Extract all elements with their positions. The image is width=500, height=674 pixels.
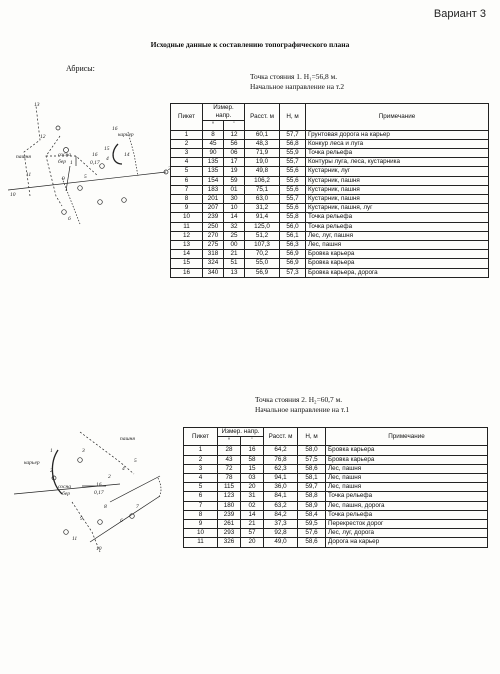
station1-cell-height: 55,6 <box>280 176 306 185</box>
station2-cell-min: 21 <box>241 520 264 529</box>
table-row <box>171 268 489 277</box>
sketch1-sosna: сосна <box>58 152 71 158</box>
sketch2-sosna: сосна <box>58 484 71 490</box>
station2-cell-note: Точка рельефа <box>326 492 488 501</box>
sketch2-label-8: 8 <box>104 504 107 510</box>
station2-cell-distance: 84,1 <box>264 492 298 501</box>
station1-cell-piket: 5 <box>171 167 203 176</box>
station1-cell-piket: 14 <box>171 250 203 259</box>
station1-cell-height: 55,6 <box>280 185 306 194</box>
station1-cell-height: 56,9 <box>280 250 306 259</box>
station2-cell-deg: 180 <box>218 501 241 510</box>
abris-sketch-2 <box>10 422 180 562</box>
sketch1-label-15: 15 <box>104 146 110 152</box>
station2-cell-note: Лес, пашня, дорога <box>326 501 488 510</box>
sketch1-label-6: 6 <box>68 216 71 222</box>
station2-cell-piket: 1 <box>184 446 218 455</box>
station2-header-deg: ° <box>218 437 241 446</box>
station2-cell-height: 58,8 <box>298 492 326 501</box>
station1-cell-distance: 91,4 <box>245 213 280 222</box>
sketch2-label-5: 5 <box>134 458 137 464</box>
station1-cell-min: 00 <box>224 241 245 250</box>
station1-cell-distance: 19,0 <box>245 158 280 167</box>
station2-cell-distance: 76,8 <box>264 455 298 464</box>
station1-cell-height: 56,0 <box>280 222 306 231</box>
sketch2-label-2: 2 <box>50 468 53 474</box>
station1-cell-distance: 75,1 <box>245 185 280 194</box>
station2-cell-piket: 5 <box>184 483 218 492</box>
table-row <box>184 501 488 510</box>
station2-cell-min: 03 <box>241 474 264 483</box>
sketch2-label-1: 1 <box>50 448 53 454</box>
station1-cell-min: 32 <box>224 222 245 231</box>
station2-cell-deg: 72 <box>218 464 241 473</box>
station2-cell-distance: 63,2 <box>264 501 298 510</box>
sketch2-label-4: 4 <box>122 466 125 472</box>
station2-cell-deg: 261 <box>218 520 241 529</box>
station1-cell-deg: 250 <box>203 222 224 231</box>
station1-cell-note: Кустарник, пашня <box>306 176 489 185</box>
station2-cell-height: 58,4 <box>298 510 326 519</box>
station1-cell-deg: 275 <box>203 241 224 250</box>
sketch2-label-st2: 2 <box>108 474 111 480</box>
station1-cell-min: 10 <box>224 204 245 213</box>
station1-cell-deg: 239 <box>203 213 224 222</box>
table-row <box>171 158 489 167</box>
station1-cell-min: 06 <box>224 149 245 158</box>
station1-cell-note: Контуры луга, леса, кустарника <box>306 158 489 167</box>
station2-cell-deg: 43 <box>218 455 241 464</box>
station1-cell-distance: 51,2 <box>245 231 280 240</box>
station2-cell-piket: 7 <box>184 501 218 510</box>
station2-header-min: ' <box>241 437 264 446</box>
sketch2-ber: бер <box>62 491 70 497</box>
table-row <box>184 538 488 547</box>
station1-cell-note: Лес, пашня <box>306 241 489 250</box>
station2-cell-distance: 36,0 <box>264 483 298 492</box>
table-row <box>184 464 488 473</box>
table-row <box>171 195 489 204</box>
station2-cell-note: Точка рельефа <box>326 510 488 519</box>
station1-header-h: H, м <box>280 104 306 131</box>
station1-cell-min: 56 <box>224 139 245 148</box>
station1-cell-piket: 6 <box>171 176 203 185</box>
table-row <box>184 446 488 455</box>
station1-cell-note: Грунтовая дорога на карьер <box>306 130 489 139</box>
table-row <box>184 510 488 519</box>
station1-heading <box>250 72 344 92</box>
station2-cell-distance: 49,0 <box>264 538 298 547</box>
station2-cell-height: 58,6 <box>298 464 326 473</box>
station1-cell-piket: 11 <box>171 222 203 231</box>
sketch1-label-12: 12 <box>40 134 46 140</box>
table-row <box>171 231 489 240</box>
table-row <box>171 213 489 222</box>
table-row <box>184 529 488 538</box>
station1-cell-min: 01 <box>224 185 245 194</box>
station2-cell-piket: 3 <box>184 464 218 473</box>
station1-cell-height: 56,3 <box>280 241 306 250</box>
station1-cell-note: Точка рельефа <box>306 222 489 231</box>
station2-cell-note: Бровка карьера <box>326 455 488 464</box>
station1-cell-piket: 4 <box>171 158 203 167</box>
station2-cell-height: 57,5 <box>298 455 326 464</box>
station1-cell-piket: 13 <box>171 241 203 250</box>
station2-cell-min: 15 <box>241 464 264 473</box>
station1-header-napr: Измер. напр. <box>203 104 245 121</box>
station1-cell-note: Кустарник, пашня, луг <box>306 204 489 213</box>
station1-line1: Точка стояния 1. H₁=56,8 м. <box>250 72 338 81</box>
station2-cell-min: 02 <box>241 501 264 510</box>
table-row <box>171 130 489 139</box>
station1-header-deg: ° <box>203 121 224 130</box>
station1-cell-distance: 48,3 <box>245 139 280 148</box>
station1-cell-distance: 63,0 <box>245 195 280 204</box>
station1-cell-distance: 56,9 <box>245 268 280 277</box>
table-row <box>171 204 489 213</box>
station2-line1: Точка стояния 2. H₂=60,7 м. <box>255 395 343 404</box>
sketch1-label-10: 10 <box>10 192 16 198</box>
sketch1-label-4: 4 <box>106 156 109 162</box>
station1-cell-deg: 90 <box>203 149 224 158</box>
sketch2-frac-bot: 0,17 <box>94 490 104 496</box>
station1-cell-min: 51 <box>224 259 245 268</box>
station2-cell-distance: 64,2 <box>264 446 298 455</box>
sketch2-label-11: 11 <box>72 536 78 542</box>
station1-cell-deg: 154 <box>203 176 224 185</box>
station1-header-rast: Расст. м <box>245 104 280 131</box>
station2-header-rast: Расст. м <box>264 428 298 446</box>
station1-cell-deg: 45 <box>203 139 224 148</box>
station2-header-h: H, м <box>298 428 326 446</box>
table-row <box>171 176 489 185</box>
station1-cell-deg: 324 <box>203 259 224 268</box>
table-row <box>171 241 489 250</box>
sketch1-ber: бер <box>58 159 66 165</box>
station2-cell-note: Дорога на карьер <box>326 538 488 547</box>
station1-cell-piket: 10 <box>171 213 203 222</box>
station2-cell-note: Лес, луг, дорога <box>326 529 488 538</box>
station1-cell-piket: 8 <box>171 195 203 204</box>
station1-cell-note: Бровка карьера, дорога <box>306 268 489 277</box>
station2-cell-piket: 11 <box>184 538 218 547</box>
sketch2-karer: карьер <box>24 460 40 466</box>
table-row <box>184 483 488 492</box>
station2-cell-note: Лес, пашня <box>326 474 488 483</box>
station2-cell-height: 57,6 <box>298 529 326 538</box>
sketch1-label-9: 9 <box>62 176 65 182</box>
station1-cell-min: 21 <box>224 250 245 259</box>
station2-cell-distance: 94,1 <box>264 474 298 483</box>
sketch2-label-9: 9 <box>80 516 83 522</box>
station1-line2: Начальное направление на т.2 <box>250 82 345 91</box>
sketch1-frac-bot: 0,17 <box>90 160 100 166</box>
station2-cell-deg: 78 <box>218 474 241 483</box>
station1-cell-distance: 49,8 <box>245 167 280 176</box>
station2-cell-height: 58,6 <box>298 538 326 547</box>
station2-cell-piket: 4 <box>184 474 218 483</box>
table-row <box>184 455 488 464</box>
station1-cell-min: 30 <box>224 195 245 204</box>
station2-table <box>183 427 488 548</box>
station1-cell-height: 55,7 <box>280 158 306 167</box>
station1-cell-height: 55,8 <box>280 213 306 222</box>
station2-cell-deg: 239 <box>218 510 241 519</box>
station2-cell-distance: 37,3 <box>264 520 298 529</box>
station2-line2: Начальное направление на т.1 <box>255 405 350 414</box>
station1-cell-deg: 318 <box>203 250 224 259</box>
station2-header-piket: Пикет <box>184 428 218 446</box>
station1-cell-deg: 8 <box>203 130 224 139</box>
station2-cell-min: 58 <box>241 455 264 464</box>
station2-cell-piket: 8 <box>184 510 218 519</box>
station2-table-body <box>184 446 488 547</box>
station1-cell-deg: 135 <box>203 167 224 176</box>
station1-cell-note: Лес, луг, пашня <box>306 231 489 240</box>
station2-cell-deg: 28 <box>218 446 241 455</box>
station2-cell-note: Лес, пашня <box>326 464 488 473</box>
table-row <box>171 185 489 194</box>
station2-cell-height: 59,5 <box>298 520 326 529</box>
variant-label: Вариант 3 <box>433 8 486 20</box>
table-row <box>184 520 488 529</box>
sketch1-label-16: 16 <box>112 126 118 132</box>
station2-header-napr: Измер. напр. <box>218 428 264 437</box>
station1-cell-distance: 107,3 <box>245 241 280 250</box>
sketch1-frac-top: 16 <box>92 152 98 158</box>
station2-cell-min: 20 <box>241 538 264 547</box>
station1-cell-height: 56,1 <box>280 231 306 240</box>
station1-cell-note: Кустарник, пашня <box>306 185 489 194</box>
table-row <box>171 250 489 259</box>
sketch1-pashnya: пашня <box>16 154 31 160</box>
station2-cell-piket: 6 <box>184 492 218 501</box>
table-row <box>171 167 489 176</box>
station1-cell-piket: 3 <box>171 149 203 158</box>
station2-cell-min: 57 <box>241 529 264 538</box>
sketch2-label-6: 6 <box>120 518 123 524</box>
station1-cell-deg: 207 <box>203 204 224 213</box>
station1-cell-deg: 135 <box>203 158 224 167</box>
station1-cell-height: 55,6 <box>280 204 306 213</box>
station2-cell-deg: 115 <box>218 483 241 492</box>
station1-cell-height: 57,3 <box>280 268 306 277</box>
table-row <box>184 474 488 483</box>
station2-cell-height: 58,0 <box>298 446 326 455</box>
station1-cell-piket: 2 <box>171 139 203 148</box>
sketch1-label-2: 2 <box>168 166 171 172</box>
station2-cell-min: 16 <box>241 446 264 455</box>
station2-cell-min: 20 <box>241 483 264 492</box>
table-row <box>184 492 488 501</box>
station1-header-piket: Пикет <box>171 104 203 131</box>
station2-cell-distance: 84,2 <box>264 510 298 519</box>
sketch2-pashnya: пашня <box>120 436 135 442</box>
station1-cell-min: 25 <box>224 231 245 240</box>
station2-cell-height: 58,9 <box>298 501 326 510</box>
table-row <box>171 259 489 268</box>
station1-cell-distance: 55,0 <box>245 259 280 268</box>
station2-cell-piket: 10 <box>184 529 218 538</box>
station1-cell-note: Точка рельефа <box>306 213 489 222</box>
station1-cell-distance: 125,0 <box>245 222 280 231</box>
sketch2-label-7: 7 <box>136 504 139 510</box>
station1-cell-piket: 1 <box>171 130 203 139</box>
station1-cell-note: Кустарник, луг <box>306 167 489 176</box>
station2-cell-deg: 293 <box>218 529 241 538</box>
sketch1-karer: карьер <box>118 132 134 138</box>
station1-header-min: ' <box>224 121 245 130</box>
sketch1-label-5: 5 <box>84 174 87 180</box>
station2-cell-distance: 62,3 <box>264 464 298 473</box>
station2-cell-height: 58,1 <box>298 474 326 483</box>
station1-cell-min: 12 <box>224 130 245 139</box>
station2-cell-min: 14 <box>241 510 264 519</box>
station1-cell-distance: 60,1 <box>245 130 280 139</box>
station2-cell-note: Бровка карьера <box>326 446 488 455</box>
station2-cell-min: 31 <box>241 492 264 501</box>
station1-cell-height: 55,7 <box>280 195 306 204</box>
table-row <box>171 139 489 148</box>
station1-cell-deg: 270 <box>203 231 224 240</box>
abris-sketch-1 <box>6 96 176 226</box>
station1-cell-note: Бровка карьера <box>306 250 489 259</box>
sketch1-label-st1: 1 <box>70 160 73 166</box>
station1-cell-note: Точка рельефа <box>306 149 489 158</box>
station1-cell-height: 55,9 <box>280 149 306 158</box>
station2-cell-deg: 326 <box>218 538 241 547</box>
sketch1-label-13: 13 <box>34 102 40 108</box>
sketch1-label-11: 11 <box>26 172 32 178</box>
station2-cell-note: Перекресток дорог <box>326 520 488 529</box>
station1-cell-min: 17 <box>224 158 245 167</box>
sketch1-label-14: 14 <box>124 152 130 158</box>
station2-cell-height: 59,7 <box>298 483 326 492</box>
station1-cell-note: Кустарник, пашня <box>306 195 489 204</box>
station1-cell-distance: 106,2 <box>245 176 280 185</box>
station1-cell-deg: 340 <box>203 268 224 277</box>
table-row <box>171 222 489 231</box>
station2-cell-distance: 92,8 <box>264 529 298 538</box>
station1-cell-height: 56,9 <box>280 259 306 268</box>
station2-cell-deg: 123 <box>218 492 241 501</box>
station1-cell-piket: 9 <box>171 204 203 213</box>
table-row <box>171 149 489 158</box>
station2-cell-piket: 2 <box>184 455 218 464</box>
station1-table-body <box>171 130 489 277</box>
sketch2-frac-top: 16 <box>96 482 102 488</box>
station1-cell-distance: 71,9 <box>245 149 280 158</box>
station1-cell-note: Бровка карьера <box>306 259 489 268</box>
station1-cell-height: 56,8 <box>280 139 306 148</box>
station1-cell-min: 59 <box>224 176 245 185</box>
station2-cell-piket: 9 <box>184 520 218 529</box>
station1-cell-min: 19 <box>224 167 245 176</box>
station1-cell-piket: 15 <box>171 259 203 268</box>
station1-cell-piket: 12 <box>171 231 203 240</box>
sketch2-label-3: 3 <box>82 448 85 454</box>
station1-cell-note: Конкур леса и луга <box>306 139 489 148</box>
station2-cell-note: Лес, пашня <box>326 483 488 492</box>
station1-header-note: Примечание <box>306 104 489 131</box>
station1-cell-min: 14 <box>224 213 245 222</box>
station1-cell-height: 55,6 <box>280 167 306 176</box>
station1-cell-deg: 183 <box>203 185 224 194</box>
station1-cell-deg: 201 <box>203 195 224 204</box>
station1-cell-distance: 70,2 <box>245 250 280 259</box>
station1-cell-distance: 31,2 <box>245 204 280 213</box>
document-title: Исходные данные к составлению топографического плана <box>150 40 350 49</box>
sketch2-label-10: 10 <box>96 546 102 552</box>
station1-cell-piket: 7 <box>171 185 203 194</box>
station2-heading <box>255 395 349 415</box>
station1-cell-height: 57,7 <box>280 130 306 139</box>
abrisy-label: Абрисы: <box>66 64 95 73</box>
station1-cell-piket: 16 <box>171 268 203 277</box>
station2-header-note: Примечание <box>326 428 488 446</box>
station1-table <box>170 103 489 278</box>
station1-cell-min: 13 <box>224 268 245 277</box>
